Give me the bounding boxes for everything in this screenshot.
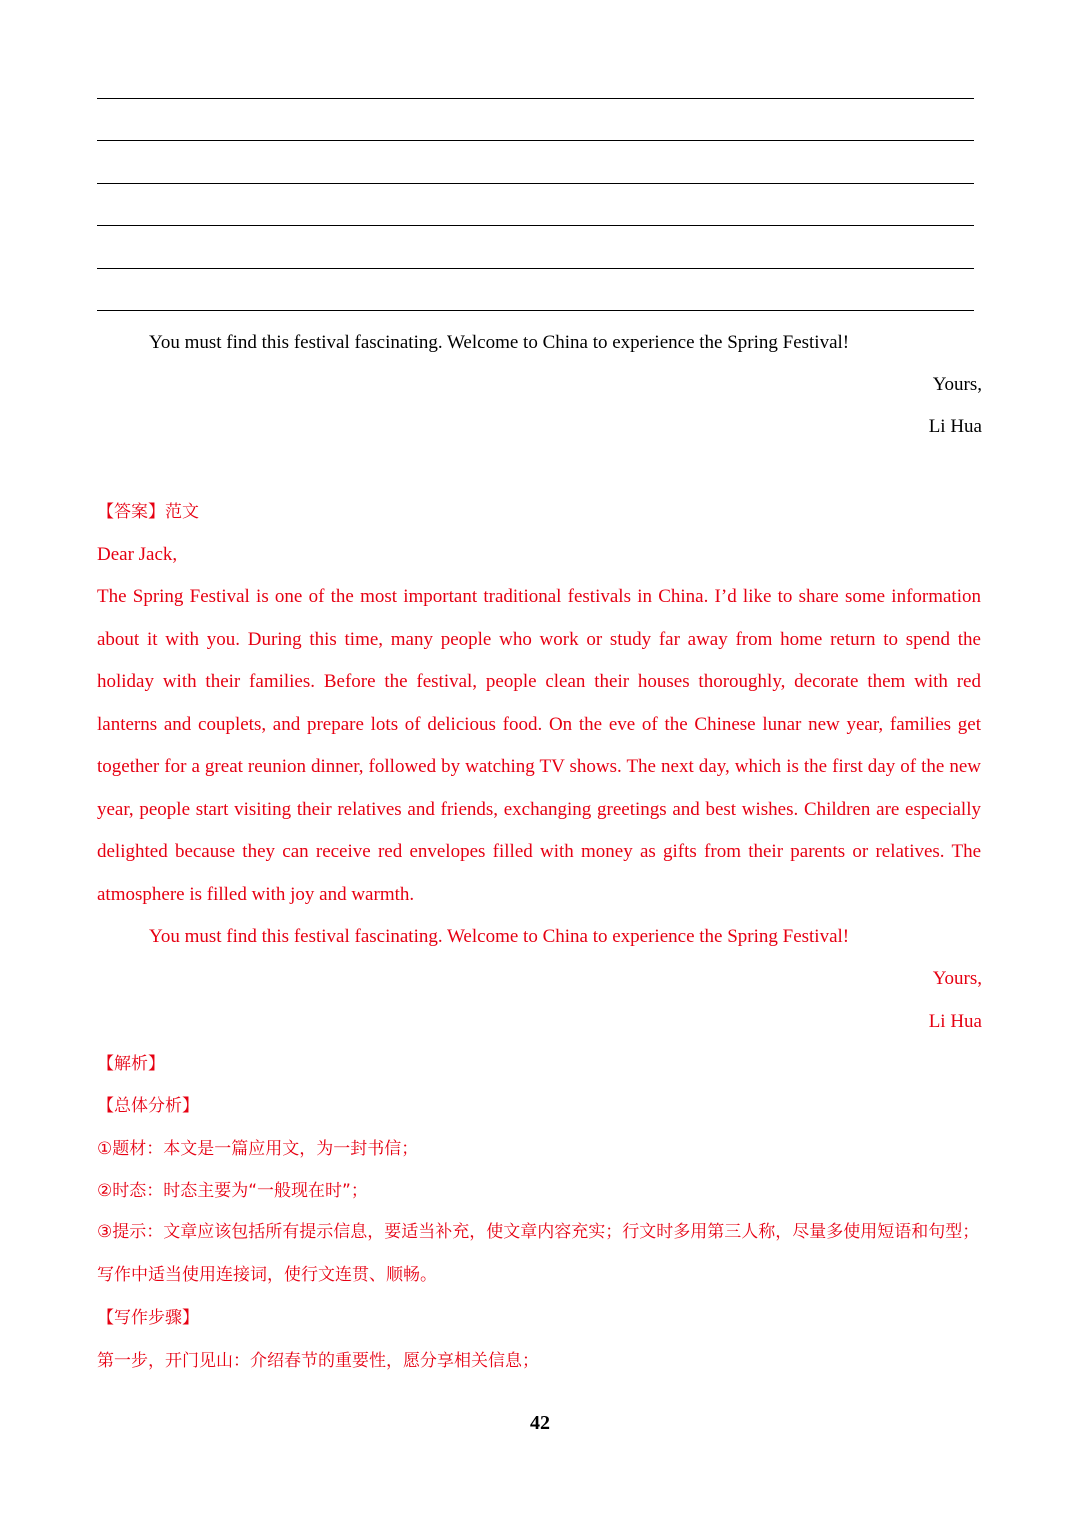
writing-line <box>97 140 974 141</box>
writing-steps-heading: 【写作步骤】 <box>97 1308 199 1328</box>
overall-analysis-heading: 【总体分析】 <box>97 1096 199 1116</box>
analysis-heading: 【解析】 <box>97 1054 165 1074</box>
writing-step-1: 第一步，开门见山：介绍春节的重要性，愿分享相关信息； <box>97 1351 539 1371</box>
page-number: 42 <box>530 1412 550 1434</box>
writing-line <box>97 98 974 99</box>
writing-line <box>97 268 974 269</box>
analysis-point-topic: ①题材：本文是一篇应用文，为一封书信； <box>97 1139 419 1159</box>
answer-closing-sentence: You must find this festival fascinating. Welcome to China to experience the Spring Festival! <box>149 926 850 947</box>
writing-line <box>97 183 974 184</box>
answer-greeting: Dear Jack, <box>97 544 178 565</box>
writing-line <box>97 310 974 311</box>
answer-signature: Li Hua <box>928 1011 982 1032</box>
answer-body: The Spring Festival is one of the most important traditional festivals in China. I’d like to share some information about it with you. During this time, many people who work or study far away from home return to spend the holiday with their families. Before the festival, people clean their houses thoroughly, decorate them with red lanterns and couplets, and prepare lots of delicious food. On the eve of the Chinese lunar new year, families get together for a great reunion dinner, followed by watching TV shows. The next day, which is the first day of the new year, people start visiting their relatives and friends, exchanging greetings and best wishes. Children are especially delighted because they can receive red envelopes filled with money as gifts from their parents or relatives. The atmosphere is filled with joy and warmth. <box>97 586 981 905</box>
writing-line <box>97 225 974 226</box>
answer-heading: 【答案】范文 <box>97 502 199 522</box>
answer-sign-off: Yours, <box>932 968 982 989</box>
analysis-point-tense: ②时态：时态主要为“一般现在时”； <box>97 1181 368 1201</box>
prompt-signature: Li Hua <box>928 416 982 437</box>
prompt-closing-sentence: You must find this festival fascinating. Welcome to China to experience the Spring Festival! <box>149 332 850 353</box>
analysis-point-tips: ③提示：文章应该包括所有提示信息，要适当补充，使文章内容充实；行文时多用第三人称，尽量多使用短语和句型；写作中适当使用连接词，使行文连贯、顺畅。 <box>97 1222 980 1285</box>
prompt-sign-off: Yours, <box>932 374 982 395</box>
